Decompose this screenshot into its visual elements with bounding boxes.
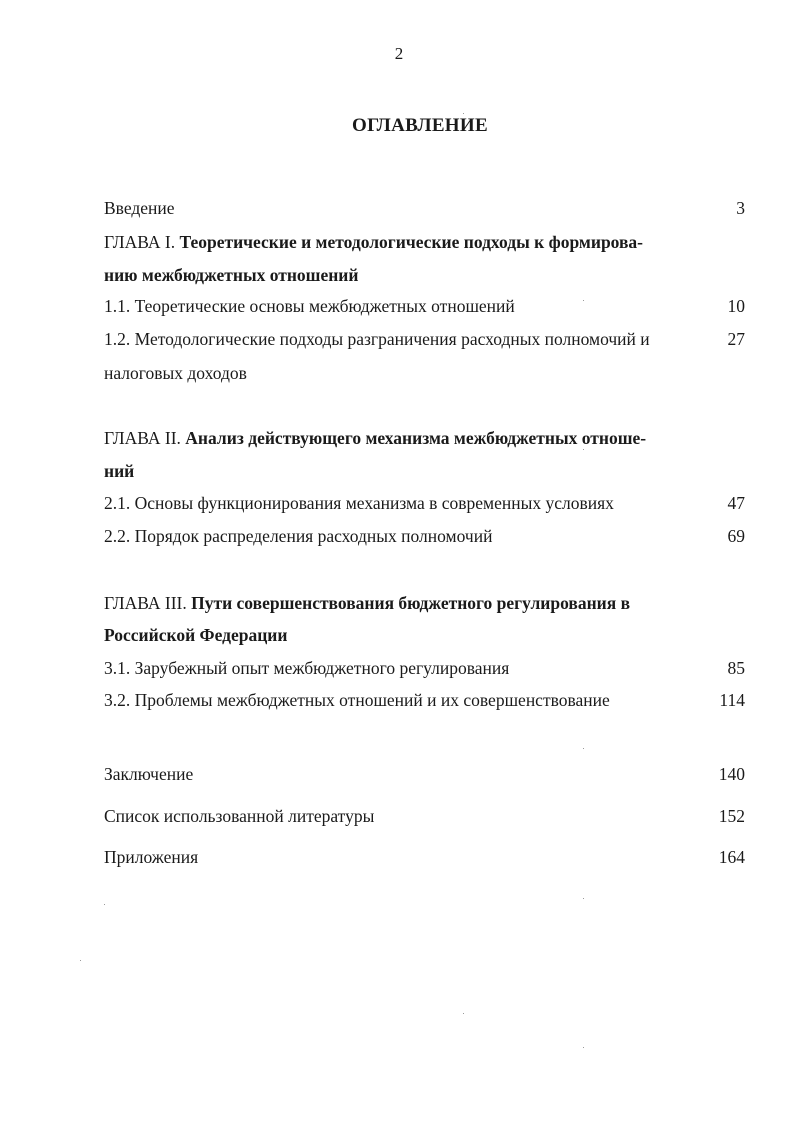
chapter-2-heading [104,427,646,449]
chapter-1-prefix: ГЛАВА I. [104,232,176,252]
toc-page-bibliography: 152 [718,806,745,826]
toc-page-3-2: 114 [719,690,745,710]
toc-entry-conclusion: Заключение [104,764,194,784]
scan-speck [583,449,584,450]
scan-speck [463,113,464,114]
toc-page-conclusion: 140 [718,764,745,784]
toc-entry-3-1: 3.1. Зарубежный опыт межбюджетного регулирования [104,658,510,678]
page-title: ОГЛАВЛЕНИЕ [352,115,488,136]
toc-page-2-1: 47 [727,493,745,513]
chapter-1-heading [104,231,643,253]
toc-page-1-2: 27 [727,329,745,349]
chapter-3-title-line1: Пути совершенствования бюджетного регулирования в [191,593,631,613]
chapter-2-title-line1: Анализ действующего механизма межбюджетных отноше- [185,428,647,448]
toc-page-2-2: 69 [727,526,745,546]
toc-page-appendices: 164 [718,847,745,867]
toc-entry-1-1: 1.1. Теоретические основы межбюджетных отношений [104,296,515,316]
toc-entry-2-2: 2.2. Порядок распределения расходных полномочий [104,526,493,546]
toc-page-intro: 3 [736,198,745,218]
page-number: 2 [394,44,404,63]
chapter-1-title-line1: Теоретические и методологические подходы к формирова- [179,232,644,252]
chapter-3-title-line2: Российской Федерации [104,625,288,645]
chapter-2-title-line2: ний [104,461,135,481]
toc-entry-1-2-line2: налоговых доходов [104,363,247,383]
toc-entry-2-1: 2.1. Основы функционирования механизма в современных условиях [104,493,614,513]
scan-speck [104,904,105,905]
scan-speck [463,1013,464,1014]
toc-entry-appendices: Приложения [104,847,199,867]
toc-entry-intro: Введение [104,198,175,218]
toc-entry-bibliography: Список использованной литературы [104,806,375,826]
toc-entry-1-2-line1: 1.2. Методологические подходы разграничения расходных полномочий и [104,329,650,349]
scan-speck [583,300,584,301]
scan-speck [80,960,81,961]
toc-page-1-1: 10 [727,296,745,316]
chapter-1-title-line2: нию межбюджетных отношений [104,265,359,285]
scan-speck [583,748,584,749]
scan-speck [583,1047,584,1048]
chapter-3-heading [104,592,630,614]
scan-speck [583,898,584,899]
chapter-2-prefix: ГЛАВА II. [104,428,181,448]
toc-page-3-1: 85 [727,658,745,678]
toc-entry-3-2: 3.2. Проблемы межбюджетных отношений и их совершенствование [104,690,610,710]
chapter-3-prefix: ГЛАВА III. [104,593,187,613]
